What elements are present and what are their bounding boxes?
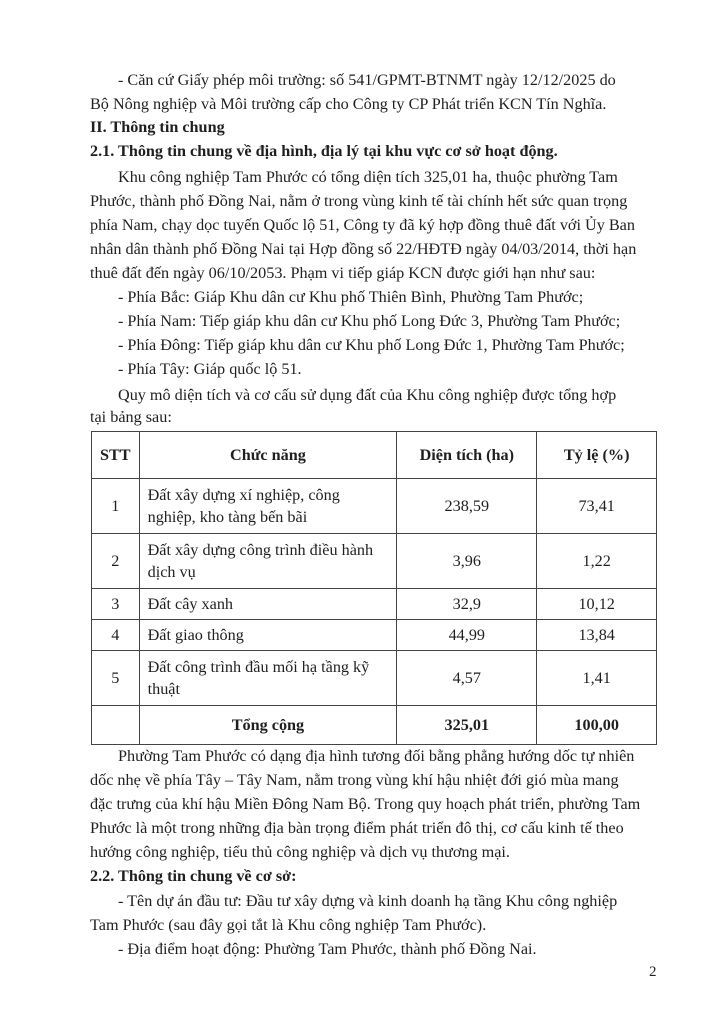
subsection-heading-2-1: 2.1. Thông tin chung về địa hình, địa lý tại khu vực cơ sở hoạt động. xyxy=(90,142,558,160)
cell-ratio: 10,12 xyxy=(537,589,657,620)
table-header-row xyxy=(92,432,657,479)
boundary-east: - Phía Đông: Tiếp giáp khu dân cư Khu phố Long Đức 1, Phường Tam Phước; xyxy=(118,336,625,354)
cell-stt-empty xyxy=(92,706,140,745)
paragraph-line: Khu công nghiệp Tam Phước có tổng diện tích 325,01 ha, thuộc phường Tam xyxy=(118,168,618,186)
cell-area: 4,57 xyxy=(397,651,537,706)
total-area: 325,01 xyxy=(397,706,537,745)
cell-area: 44,99 xyxy=(397,620,537,651)
subsection-heading-2-2: 2.2. Thông tin chung về cơ sở: xyxy=(90,867,297,885)
cell-area: 3,96 xyxy=(397,534,537,589)
cell-ratio: 1,41 xyxy=(537,651,657,706)
total-ratio: 100,00 xyxy=(537,706,657,745)
table-row xyxy=(92,534,657,589)
paragraph-line: Phước là một trong những địa bàn trọng điểm phát triển đô thị, cơ cấu kinh tế theo xyxy=(90,819,624,837)
total-label: Tổng cộng xyxy=(139,706,397,745)
cell-area: 238,59 xyxy=(397,479,537,534)
table-row xyxy=(92,479,657,534)
cell-ratio: 73,41 xyxy=(537,479,657,534)
header-function: Chức năng xyxy=(139,432,397,479)
cell-function: Đất công trình đầu mối hạ tầng kỹ thuật xyxy=(139,651,397,706)
paragraph-line: nhân dân thành phố Đồng Nai tại Hợp đồng số 22/HĐTĐ ngày 04/03/2014, thời hạn xyxy=(90,240,637,258)
paragraph-line: Quy mô diện tích và cơ cấu sử dụng đất của Khu công nghiệp được tổng hợp xyxy=(118,386,617,404)
location-line: - Địa điểm hoạt động: Phường Tam Phước, thành phố Đồng Nai. xyxy=(118,940,537,958)
cell-stt: 2 xyxy=(92,534,140,589)
table-row xyxy=(92,589,657,620)
table-row xyxy=(92,620,657,651)
table-row xyxy=(92,651,657,706)
project-name-line-cont: Tam Phước (sau đây gọi tắt là Khu công nghiệp Tam Phước). xyxy=(90,916,487,934)
cell-function: Đất cây xanh xyxy=(139,589,397,620)
cell-stt: 4 xyxy=(92,620,140,651)
paragraph-line: hướng công nghiệp, tiểu thủ công nghiệp và dịch vụ thương mại. xyxy=(90,843,510,861)
paragraph-line: Phước, thành phố Đồng Nai, nằm ở trong vùng kinh tế tài chính hết sức quan trọng xyxy=(90,192,628,210)
legal-basis-line-cont: Bộ Nông nghiệp và Môi trường cấp cho Công ty CP Phát triển KCN Tín Nghĩa. xyxy=(90,95,607,113)
header-area: Diện tích (ha) xyxy=(397,432,537,479)
project-name-line: - Tên dự án đầu tư: Đầu tư xây dựng và kinh doanh hạ tầng Khu công nghiệp xyxy=(118,892,618,910)
cell-function: Đất xây dựng công trình điều hành dịch vụ xyxy=(139,534,397,589)
section-heading-ii: II. Thông tin chung xyxy=(90,118,225,136)
cell-function: Đất xây dựng xí nghiệp, công nghiệp, kho tàng bến bãi xyxy=(139,479,397,534)
paragraph-line: dốc nhẹ về phía Tây – Tây Nam, nằm trong vùng khí hậu nhiệt đới gió mùa mang xyxy=(90,771,619,789)
cell-ratio: 13,84 xyxy=(537,620,657,651)
cell-stt: 1 xyxy=(92,479,140,534)
paragraph-line: phía Nam, chạy dọc tuyến Quốc lộ 51, Công ty đã ký hợp đồng thuê đất với Ủy Ban xyxy=(90,216,635,234)
cell-function: Đất giao thông xyxy=(139,620,397,651)
paragraph-line: đặc trưng của khí hậu Miền Đông Nam Bộ. Trong quy hoạch phát triển, phường Tam xyxy=(90,795,641,813)
header-ratio: Tỷ lệ (%) xyxy=(537,432,657,479)
boundary-west: - Phía Tây: Giáp quốc lộ 51. xyxy=(118,360,302,378)
cell-stt: 5 xyxy=(92,651,140,706)
table-total-row xyxy=(92,706,657,745)
page-number: 2 xyxy=(649,964,657,980)
cell-stt: 3 xyxy=(92,589,140,620)
cell-area: 32,9 xyxy=(397,589,537,620)
boundary-south: - Phía Nam: Tiếp giáp khu dân cư Khu phố Long Đức 3, Phường Tam Phước; xyxy=(118,312,621,330)
paragraph-line: Phường Tam Phước có dạng địa hình tương đối bằng phẳng hướng dốc tự nhiên xyxy=(118,747,635,765)
boundary-north: - Phía Bắc: Giáp Khu dân cư Khu phố Thiên Bình, Phường Tam Phước; xyxy=(118,288,584,306)
paragraph-line: tại bảng sau: xyxy=(90,408,172,426)
cell-ratio: 1,22 xyxy=(537,534,657,589)
header-stt: STT xyxy=(92,432,140,479)
legal-basis-line: - Căn cứ Giấy phép môi trường: số 541/GPMT-BTNMT ngày 12/12/2025 do xyxy=(118,71,616,89)
paragraph-line: thuê đất đến ngày 06/10/2053. Phạm vi tiếp giáp KCN được giới hạn như sau: xyxy=(90,264,596,282)
land-use-table xyxy=(91,431,657,745)
